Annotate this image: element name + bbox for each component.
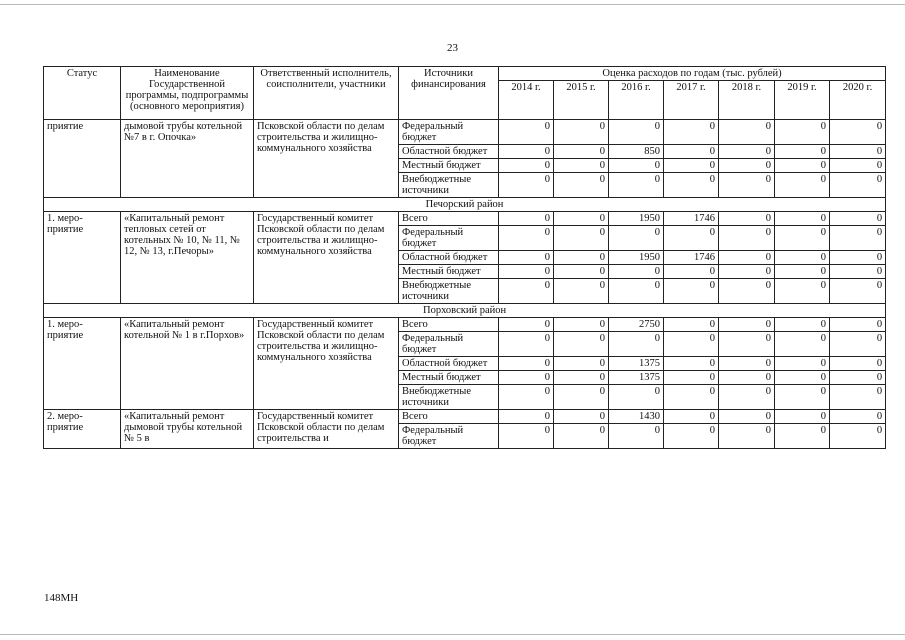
table-header: [44, 67, 886, 120]
funding-source-cell: Федеральный бюджет: [399, 332, 499, 357]
amount-cell: 0: [775, 159, 830, 173]
table-row: [44, 410, 886, 424]
amount-cell: 0: [499, 159, 554, 173]
amount-cell: 0: [554, 251, 609, 265]
funding-source-cell: Всего: [399, 410, 499, 424]
amount-cell: 0: [499, 371, 554, 385]
amount-cell: 0: [609, 226, 664, 251]
amount-cell: 0: [719, 371, 775, 385]
amount-cell: 0: [719, 173, 775, 198]
amount-cell: 0: [830, 279, 886, 304]
amount-cell: 0: [664, 371, 719, 385]
amount-cell: 0: [554, 159, 609, 173]
amount-cell: 0: [609, 159, 664, 173]
page-number: 23: [447, 42, 458, 54]
amount-cell: 0: [609, 424, 664, 449]
program-name-cell: «Капитальный ремонт котельной № 1 в г.Порхов»: [121, 318, 254, 410]
amount-cell: 0: [554, 357, 609, 371]
amount-cell: 0: [830, 226, 886, 251]
district-name: Печорский район: [44, 198, 886, 212]
funding-source-cell: Местный бюджет: [399, 265, 499, 279]
amount-cell: 0: [499, 226, 554, 251]
amount-cell: 0: [499, 251, 554, 265]
amount-cell: 0: [554, 318, 609, 332]
amount-cell: 0: [554, 145, 609, 159]
amount-cell: 0: [830, 145, 886, 159]
funding-source-cell: Местный бюджет: [399, 371, 499, 385]
funding-source-cell: Областной бюджет: [399, 251, 499, 265]
header-year: 2017 г.: [664, 81, 719, 120]
amount-cell: 0: [830, 371, 886, 385]
table-row: [44, 318, 886, 332]
funding-source-cell: Федеральный бюджет: [399, 226, 499, 251]
amount-cell: 0: [775, 357, 830, 371]
amount-cell: 0: [609, 332, 664, 357]
amount-cell: 0: [609, 279, 664, 304]
amount-cell: 0: [775, 120, 830, 145]
amount-cell: 0: [664, 120, 719, 145]
amount-cell: 0: [775, 212, 830, 226]
amount-cell: 0: [775, 279, 830, 304]
amount-cell: 0: [719, 212, 775, 226]
amount-cell: 0: [719, 226, 775, 251]
funding-source-cell: Всего: [399, 212, 499, 226]
amount-cell: 0: [554, 410, 609, 424]
amount-cell: 0: [499, 424, 554, 449]
amount-cell: 0: [664, 318, 719, 332]
amount-cell: 0: [554, 265, 609, 279]
status-cell: 1. меро- приятие: [44, 318, 121, 410]
amount-cell: 0: [775, 332, 830, 357]
amount-cell: 0: [554, 424, 609, 449]
executor-cell: Государственный комитет Псковской области по делам строительства и: [254, 410, 399, 449]
funding-source-cell: Внебюджетные источники: [399, 279, 499, 304]
funding-source-cell: Внебюджетные источники: [399, 385, 499, 410]
table-row: [44, 212, 886, 226]
amount-cell: 0: [554, 226, 609, 251]
amount-cell: 0: [719, 424, 775, 449]
amount-cell: 0: [554, 371, 609, 385]
header-year: 2015 г.: [554, 81, 609, 120]
scan-edge-bottom: [0, 634, 905, 635]
district-row: [44, 198, 886, 212]
header-year: 2014 г.: [499, 81, 554, 120]
footer-code: 148МН: [44, 592, 79, 604]
funding-source-cell: Федеральный бюджет: [399, 424, 499, 449]
amount-cell: 2750: [609, 318, 664, 332]
amount-cell: 0: [664, 332, 719, 357]
amount-cell: 0: [664, 226, 719, 251]
amount-cell: 0: [664, 410, 719, 424]
executor-cell: Государственный комитет Псковской области по делам строительства и жилищно-коммунального хозяйства: [254, 318, 399, 410]
amount-cell: 0: [775, 173, 830, 198]
amount-cell: 0: [719, 265, 775, 279]
table-row: [44, 120, 886, 145]
amount-cell: 0: [554, 332, 609, 357]
funding-source-cell: Внебюджетные источники: [399, 173, 499, 198]
funding-source-cell: Областной бюджет: [399, 145, 499, 159]
amount-cell: 0: [775, 145, 830, 159]
amount-cell: 0: [830, 332, 886, 357]
amount-cell: 0: [554, 173, 609, 198]
header-year: 2016 г.: [609, 81, 664, 120]
amount-cell: 0: [775, 251, 830, 265]
amount-cell: 0: [609, 173, 664, 198]
amount-cell: 0: [499, 265, 554, 279]
amount-cell: 0: [609, 265, 664, 279]
funding-source-cell: Местный бюджет: [399, 159, 499, 173]
amount-cell: 0: [830, 410, 886, 424]
amount-cell: 0: [664, 357, 719, 371]
amount-cell: 850: [609, 145, 664, 159]
district-name: Порховский район: [44, 304, 886, 318]
amount-cell: 0: [609, 120, 664, 145]
executor-cell: Государственный комитет Псковской области по делам строительства и жилищно-коммунального хозяйства: [254, 212, 399, 304]
amount-cell: 0: [719, 251, 775, 265]
program-name-cell: «Капитальный ремонт дымовой трубы котельной № 5 в: [121, 410, 254, 449]
amount-cell: 0: [664, 145, 719, 159]
program-name-cell: дымовой трубы котельной №7 в г. Опочка»: [121, 120, 254, 198]
amount-cell: 0: [830, 357, 886, 371]
amount-cell: 0: [664, 385, 719, 410]
scan-edge-top: [0, 4, 905, 5]
program-name-cell: «Капитальный ремонт тепловых сетей от котельных № 10, № 11, № 12, № 13, г.Печоры»: [121, 212, 254, 304]
amount-cell: 1746: [664, 251, 719, 265]
amount-cell: 0: [499, 120, 554, 145]
amount-cell: 0: [664, 173, 719, 198]
budget-table: [43, 66, 886, 449]
amount-cell: 0: [830, 318, 886, 332]
amount-cell: 0: [719, 410, 775, 424]
status-cell: 2. меро- приятие: [44, 410, 121, 449]
amount-cell: 0: [775, 265, 830, 279]
amount-cell: 0: [554, 212, 609, 226]
amount-cell: 0: [830, 265, 886, 279]
district-row: [44, 304, 886, 318]
amount-cell: 0: [775, 318, 830, 332]
amount-cell: 0: [775, 371, 830, 385]
amount-cell: 1950: [609, 251, 664, 265]
amount-cell: 0: [499, 332, 554, 357]
header-year: 2018 г.: [719, 81, 775, 120]
amount-cell: 1950: [609, 212, 664, 226]
amount-cell: 0: [719, 145, 775, 159]
amount-cell: 0: [775, 424, 830, 449]
amount-cell: 0: [554, 279, 609, 304]
amount-cell: 0: [830, 385, 886, 410]
amount-cell: 0: [719, 332, 775, 357]
amount-cell: 0: [719, 279, 775, 304]
amount-cell: 0: [830, 173, 886, 198]
status-cell: приятие: [44, 120, 121, 198]
amount-cell: 0: [499, 357, 554, 371]
amount-cell: 0: [830, 159, 886, 173]
amount-cell: 0: [499, 279, 554, 304]
amount-cell: 0: [719, 357, 775, 371]
amount-cell: 0: [719, 120, 775, 145]
amount-cell: 0: [664, 159, 719, 173]
amount-cell: 0: [664, 265, 719, 279]
amount-cell: 0: [499, 173, 554, 198]
amount-cell: 0: [775, 385, 830, 410]
amount-cell: 0: [664, 279, 719, 304]
amount-cell: 1746: [664, 212, 719, 226]
funding-source-cell: Всего: [399, 318, 499, 332]
amount-cell: 0: [719, 385, 775, 410]
amount-cell: 0: [554, 385, 609, 410]
amount-cell: 0: [664, 424, 719, 449]
header-status: Статус: [44, 67, 121, 120]
executor-cell: Псковской области по делам строительства и жилищно-коммунального хозяйства: [254, 120, 399, 198]
amount-cell: 0: [554, 120, 609, 145]
amount-cell: 0: [609, 385, 664, 410]
amount-cell: 0: [719, 318, 775, 332]
amount-cell: 1430: [609, 410, 664, 424]
amount-cell: 0: [499, 318, 554, 332]
header-executor: Ответственный исполнитель, соисполнители, участники: [254, 67, 399, 120]
header-name: Наименование Государственной программы, подпрограммы (основного мероприятия): [121, 67, 254, 120]
table-body: [44, 120, 886, 449]
status-cell: 1. меро- приятие: [44, 212, 121, 304]
amount-cell: 0: [830, 424, 886, 449]
amount-cell: 0: [499, 145, 554, 159]
amount-cell: 0: [499, 212, 554, 226]
amount-cell: 0: [775, 226, 830, 251]
header-year: 2020 г.: [830, 81, 886, 120]
amount-cell: 0: [499, 385, 554, 410]
amount-cell: 0: [775, 410, 830, 424]
amount-cell: 1375: [609, 371, 664, 385]
amount-cell: 0: [830, 212, 886, 226]
funding-source-cell: Областной бюджет: [399, 357, 499, 371]
header-estimate: Оценка расходов по годам (тыс. рублей): [499, 67, 886, 81]
amount-cell: 1375: [609, 357, 664, 371]
header-sources: Источники финансирования: [399, 67, 499, 120]
amount-cell: 0: [830, 251, 886, 265]
funding-source-cell: Федеральный бюджет: [399, 120, 499, 145]
amount-cell: 0: [499, 410, 554, 424]
header-year: 2019 г.: [775, 81, 830, 120]
amount-cell: 0: [719, 159, 775, 173]
amount-cell: 0: [830, 120, 886, 145]
